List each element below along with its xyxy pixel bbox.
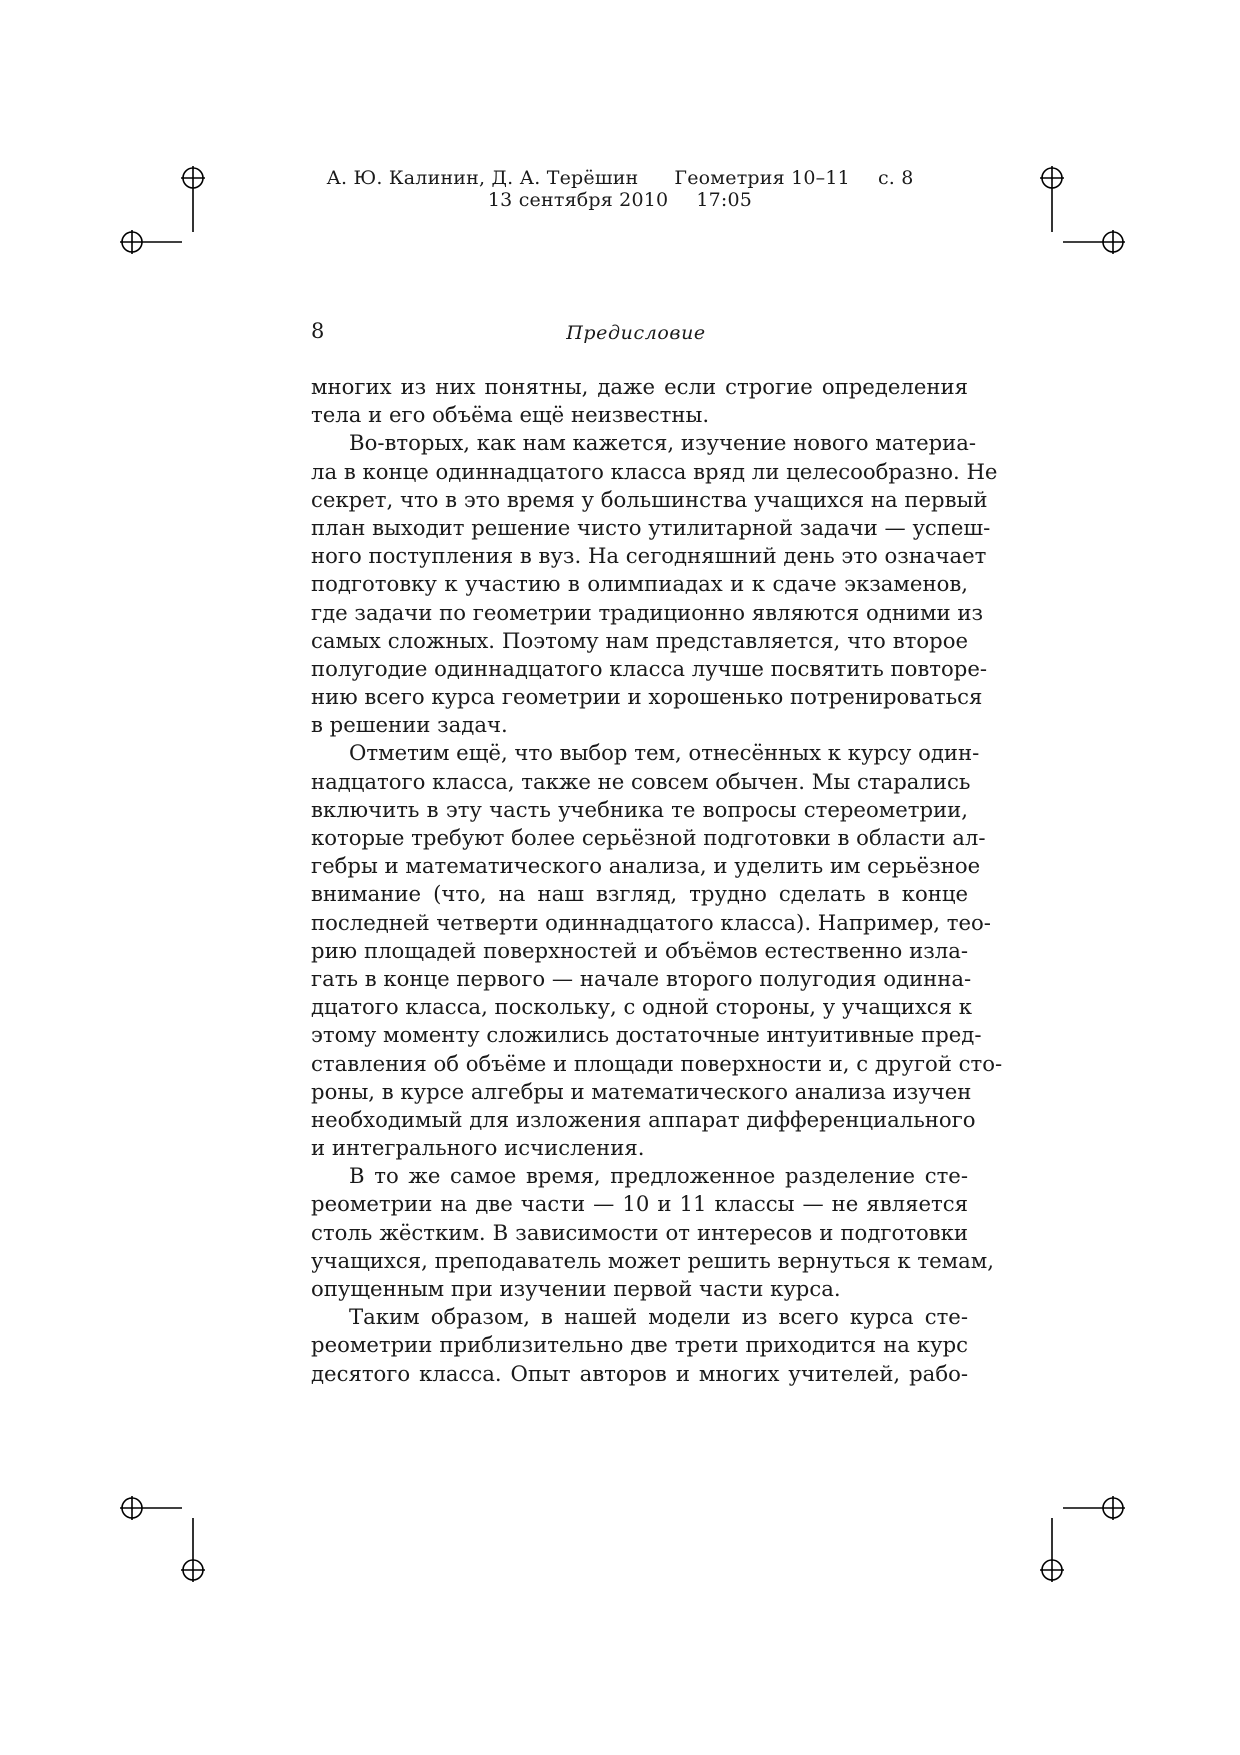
text-line: опущенным при изучении первой части курса.: [311, 1276, 841, 1301]
text-line: надцатого класса, также не совсем обычен. Мы старались: [311, 768, 971, 794]
text-line: подготовку к участию в олимпиадах и к сдаче экзаменов,: [311, 571, 968, 597]
slug-time: 17:05: [696, 189, 753, 211]
text-line: реометрии приблизительно две трети приходится на курс: [311, 1332, 968, 1358]
text-line: включить в эту часть учебника те вопросы стереометрии,: [311, 796, 968, 822]
text-line: реометрии на две части — 10 и 11 классы — не является: [311, 1191, 968, 1217]
text-line: ла в конце одиннадцатого класса вряд ли целесообразно. Не: [311, 458, 998, 484]
text-line: секрет, что в это время у большинства учащихся на первый: [311, 486, 988, 512]
text-line: Во-вторых, как нам кажется, изучение нового материа-: [349, 430, 977, 456]
text-line: внимание (что, на наш взгляд, трудно сделать в конце: [311, 881, 968, 907]
text-line: ставления об объёме и площади поверхности и, с другой сто-: [311, 1050, 1003, 1076]
text-line: рию площадей поверхностей и объёмов естественно изла-: [311, 937, 968, 963]
body-text: [311, 373, 1003, 1388]
running-head: Предисловие: [566, 322, 706, 344]
text-line: и интегрального исчисления.: [311, 1135, 645, 1161]
crop-mark-bottom-left: [120, 1500, 180, 1560]
text-line: гебры и математического анализа, и уделить им серьёзное: [311, 853, 981, 879]
crop-mark-bottom-right: [1040, 1500, 1100, 1560]
text-line: десятого класса. Опыт авторов и многих учителей, рабо-: [311, 1360, 968, 1386]
text-line: где задачи по геометрии традиционно являются одними из: [311, 599, 984, 625]
slug-authors: А. Ю. Калинин, Д. А. Терёшин: [326, 167, 639, 189]
text-line: необходимый для изложения аппарат дифференциального: [311, 1106, 976, 1132]
page-number: 8: [311, 319, 325, 343]
text-line: В то же самое время, предложенное разделение сте-: [349, 1163, 968, 1189]
text-line: многих из них понятны, даже если строгие определения: [311, 374, 968, 399]
slug-page: с. 8: [877, 167, 914, 189]
text-line: которые требуют более серьёзной подготовки в области ал-: [311, 825, 986, 850]
text-line: Таким образом, в нашей модели из всего курса сте-: [349, 1304, 968, 1330]
text-line: последней четверти одиннадцатого класса). Например, тео-: [311, 909, 991, 935]
text-line: гать в конце первого — начале второго полугодия одинна-: [311, 965, 972, 991]
text-line: самых сложных. Поэтому нам представляется, что второе: [311, 627, 968, 653]
crosshair-icon: [1040, 1500, 1120, 1590]
text-line: столь жёстким. В зависимости от интересов и подготовки: [311, 1219, 968, 1245]
text-line: роны, в курсе алгебры и математического анализа изучен: [311, 1078, 972, 1104]
text-line: Отметим ещё, что выбор тем, отнесённых к курсу один-: [349, 740, 980, 766]
text-line: этому моменту сложились достаточные интуитивные пред-: [311, 1022, 982, 1048]
print-slug-line-1: [0, 167, 1240, 189]
text-line: полугодие одиннадцатого класса лучше посвятить повторе-: [311, 655, 988, 681]
crosshair-icon: [120, 1500, 200, 1590]
text-line: ного поступления в вуз. На сегодняшний день это означает: [311, 543, 987, 569]
text-line: учащихся, преподаватель может решить вернуться к темам,: [311, 1247, 994, 1273]
slug-date: 13 сентября 2010: [487, 189, 669, 211]
slug-book-title: Геометрия 10–11: [674, 167, 850, 189]
print-slug-line-2: [0, 189, 1240, 211]
text-line: в решении задач.: [311, 712, 508, 738]
text-line: план выходит решение чисто утилитарной задачи — успеш-: [311, 514, 991, 540]
text-line: дцатого класса, поскольку, с одной стороны, у учащихся к: [311, 994, 972, 1020]
text-line: тела и его объёма ещё неизвестны.: [311, 402, 710, 428]
text-line: нию всего курса геометрии и хорошенько потренироваться: [311, 684, 983, 710]
